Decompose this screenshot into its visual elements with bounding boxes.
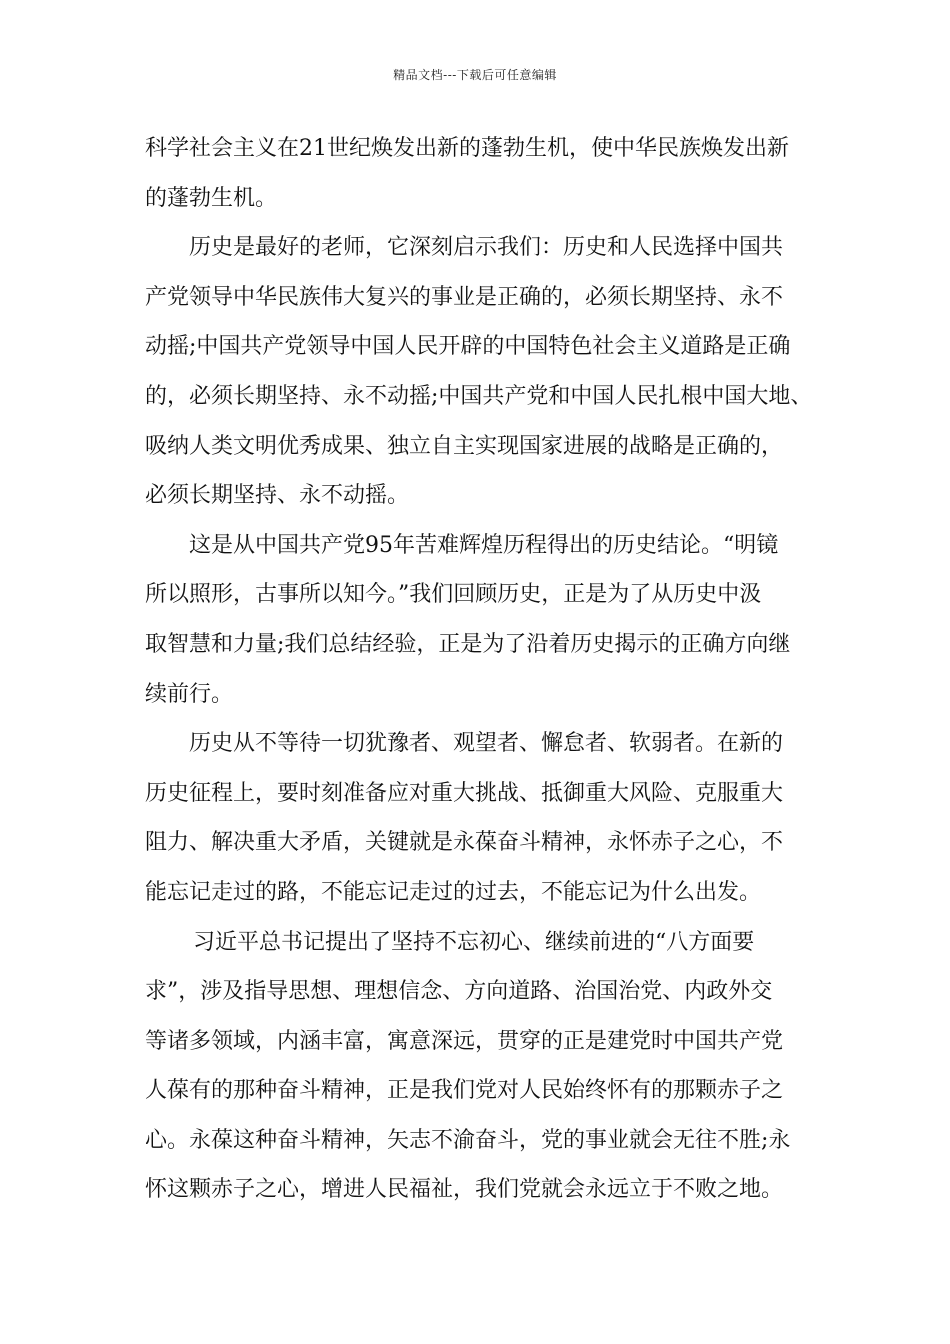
paragraph-line: 能忘记走过的路，不能忘记走过的过去，不能忘记为什么出发。 xyxy=(145,879,762,905)
paragraph-2 xyxy=(145,223,813,521)
paragraph-line: 怀这颗赤子之心，增进人民福祉，我们党就会永远立于不败之地。 xyxy=(145,1177,784,1203)
paragraph-4 xyxy=(145,719,810,917)
paragraph-line: 阻力、解决重大矛盾，关键就是永葆奋斗精神，永怀赤子之心，不 xyxy=(145,830,784,856)
paragraph-line: 产党领导中华民族伟大复兴的事业是正确的，必须长期坚持、永不 xyxy=(145,284,784,310)
document-body xyxy=(145,124,813,1215)
paragraph-line: 动摇;中国共产党领导中国人民开辟的中国特色社会主义道路是正确 xyxy=(145,334,791,360)
paragraph-line: 科学社会主义在21世纪焕发出新的蓬勃生机，使中华民族焕发出新 xyxy=(145,136,789,161)
paragraph-line: 必须长期坚持、永不动摇。 xyxy=(145,483,410,509)
paragraph-line: 人葆有的那种奋斗精神，正是我们党对人民始终怀有的那颗赤子之 xyxy=(145,1078,784,1104)
paragraph-line: 等诸多领域，内涵丰富，寓意深远，贯穿的正是建党时中国共产党 xyxy=(145,1028,784,1054)
paragraph-line: 历史征程上，要时刻准备应对重大挑战、抵御重大风险、克服重大 xyxy=(145,780,784,806)
page-header: 精品文档---下载后可任意编辑 xyxy=(393,68,557,82)
paragraph-line: 取智慧和力量;我们总结经验，正是为了沿着历史揭示的正确方向继 xyxy=(145,631,791,657)
paragraph-1 xyxy=(145,124,810,223)
paragraph-line: 这是从中国共产党95年苦难辉煌历程得出的历史结论。“明镜 xyxy=(189,532,779,558)
paragraph-line: 求”，涉及指导思想、理想信念、方向道路、治国治党、内政外交 xyxy=(145,979,773,1005)
paragraph-line: 历史是最好的老师，它深刻启示我们：历史和人民选择中国共 xyxy=(189,235,784,261)
paragraph-line: 的蓬勃生机。 xyxy=(145,185,278,211)
paragraph-line: 所以照形，古事所以知今。”我们回顾历史，正是为了从历史中汲 xyxy=(145,582,762,608)
paragraph-line: 历史从不等待一切犹豫者、观望者、懈怠者、软弱者。在新的 xyxy=(189,731,784,757)
paragraph-line: 的，必须长期坚持、永不动摇;中国共产党和中国人民扎根中国大地、 xyxy=(145,383,813,409)
paragraph-3 xyxy=(145,521,810,719)
paragraph-line: 吸纳人类文明优秀成果、独立自主实现国家进展的战略是正确的， xyxy=(145,433,784,459)
paragraph-line: 习近平总书记提出了坚持不忘初心、继续前进的“八方面要 xyxy=(193,929,755,955)
paragraph-line: 续前行。 xyxy=(145,681,234,707)
paragraph-5 xyxy=(145,918,810,1216)
paragraph-line: 心。永葆这种奋斗精神，矢志不渝奋斗，党的事业就会无往不胜;永 xyxy=(145,1127,791,1153)
